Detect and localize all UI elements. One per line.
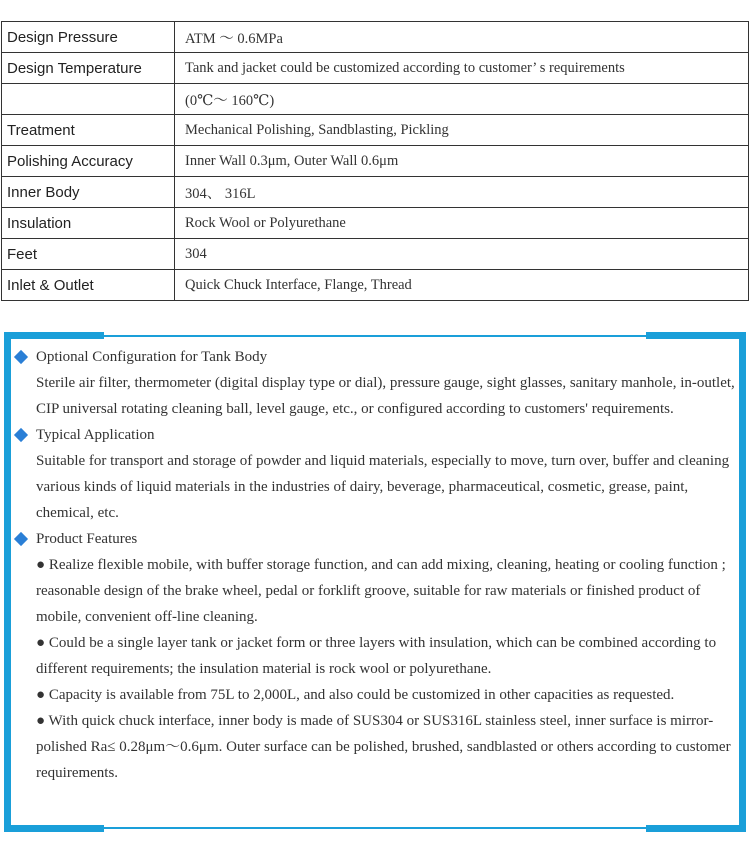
spec-label: Polishing Accuracy [2, 146, 175, 177]
dot-bullet-icon: ● [36, 687, 46, 703]
optional-config-body: Sterile air filter, thermometer (digital display type or dial), pressure gauge, sight glasses, sanitary manhole, in-outlet, CIP universal rotating cleaning ball, level gauge, etc., or configured according to customers' requirements. [36, 375, 735, 417]
spec-row-inner-body [2, 177, 749, 208]
spec-table [1, 21, 749, 301]
spec-row-polishing-accuracy [2, 146, 749, 177]
spec-label: Treatment [2, 115, 175, 146]
spec-label: Insulation [2, 208, 175, 239]
optional-config-heading [13, 344, 741, 370]
frame-bottom-line [4, 827, 746, 829]
feature-item [13, 682, 741, 708]
feature-content [13, 344, 741, 786]
spec-label: Design Temperature [2, 53, 175, 84]
frame-corner-top-right [646, 332, 746, 339]
frame-left-bar [4, 335, 11, 829]
frame-top-line [4, 335, 746, 337]
product-features-title: Product Features [36, 531, 138, 547]
spec-value: 304、 316L [175, 177, 749, 208]
frame-corner-bottom-left [4, 825, 104, 832]
spec-value: Rock Wool or Polyurethane [175, 208, 749, 239]
dot-bullet-icon: ● [36, 557, 46, 573]
spec-label [2, 84, 175, 115]
diamond-bullet-icon [14, 350, 28, 364]
spec-label: Inner Body [2, 177, 175, 208]
spec-row-treatment [2, 115, 749, 146]
spec-value: Quick Chuck Interface, Flange, Thread [175, 270, 749, 301]
spec-value: Inner Wall 0.3μm, Outer Wall 0.6μm [175, 146, 749, 177]
spec-label: Design Pressure [2, 22, 175, 53]
diamond-bullet-icon [14, 428, 28, 442]
spec-row-inlet-outlet [2, 270, 749, 301]
spec-row-design-temperature [2, 53, 749, 84]
optional-config-title: Optional Configuration for Tank Body [36, 349, 268, 365]
typical-application-body: Suitable for transport and storage of powder and liquid materials, especially to move, turn over, buffer and cleaning various kinds of liquid materials in the industries of dairy, beverage, pharmaceutical, cosmetic, grease, paint, chemical, etc. [36, 453, 730, 521]
spec-row-insulation [2, 208, 749, 239]
spec-value: 304 [175, 239, 749, 270]
typical-application-heading [13, 422, 741, 448]
feature-item [13, 552, 741, 630]
product-features-heading [13, 526, 741, 552]
feature-item [13, 708, 741, 786]
spec-value: (0℃〜 160℃) [175, 84, 749, 115]
typical-application-title: Typical Application [36, 427, 155, 443]
spec-row-feet [2, 239, 749, 270]
feature-item-text: Realize flexible mobile, with buffer storage function, and can add mixing, cleaning, heating or cooling function ; reasonable design of the brake wheel, pedal or forklift groove, suitable for raw materials or finished product of mobile, convenient off-line cleaning. [36, 557, 726, 625]
spec-row-design-pressure [2, 22, 749, 53]
feature-item-text: Capacity is available from 75L to 2,000L, and also could be customized in other capacities as requested. [48, 687, 675, 703]
feature-item-text: With quick chuck interface, inner body is made of SUS304 or SUS316L stainless steel, inner surface is mirror-polished Ra≤ 0.28μm〜0.6μm. Outer surface can be polished, brushed, sandblasted or others according to customer requirements. [36, 713, 731, 781]
frame-corner-top-left [4, 332, 104, 339]
spec-label: Inlet & Outlet [2, 270, 175, 301]
dot-bullet-icon: ● [36, 635, 46, 651]
spec-row-temperature-range [2, 84, 749, 115]
feature-item [13, 630, 741, 682]
dot-bullet-icon: ● [36, 713, 46, 729]
spec-value: Tank and jacket could be customized according to customer’ s requirements [175, 53, 749, 84]
spec-value: ATM 〜 0.6MPa [175, 22, 749, 53]
spec-value: Mechanical Polishing, Sandblasting, Pickling [175, 115, 749, 146]
feature-item-text: Could be a single layer tank or jacket form or three layers with insulation, which can be combined according to different requirements; the insulation material is rock wool or polyurethane. [36, 635, 717, 677]
spec-label: Feet [2, 239, 175, 270]
diamond-bullet-icon [14, 532, 28, 546]
frame-corner-bottom-right [646, 825, 746, 832]
